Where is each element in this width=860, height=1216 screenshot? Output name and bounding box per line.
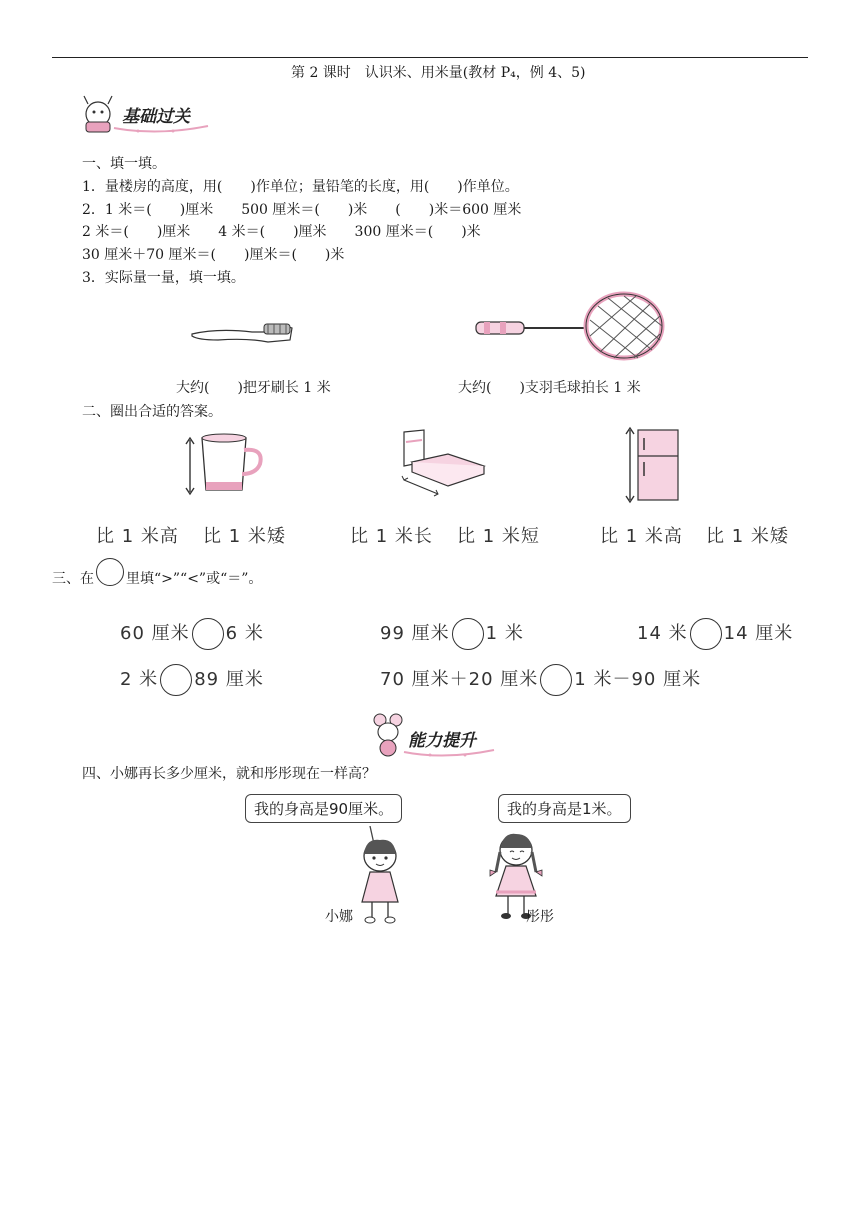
part1-q2-a: 2．1 米＝( )厘米 500 厘米＝( )米 ( )米＝600 厘米 (82, 202, 522, 218)
part1-q2-c: 30 厘米＋70 厘米＝( )厘米＝( )米 (82, 247, 345, 263)
compare-left: 99 厘米 (380, 623, 450, 644)
page-title: 第 2 课时 认识米、用米量(教材 P₄，例 4、5) (291, 65, 586, 81)
compare-item (120, 664, 264, 696)
compare-right: 6 米 (225, 623, 264, 644)
compare-circle-blank[interactable] (192, 618, 224, 650)
part3-heading-pre: 三、在 (52, 571, 94, 587)
part3-heading (52, 568, 262, 588)
cup-option-taller[interactable]: 比 1 米高 (96, 526, 179, 547)
part3-heading-post: 里填“>”“<”或“＝”。 (126, 571, 263, 587)
cup-image (180, 432, 270, 502)
bed-option-shorter[interactable]: 比 1 米短 (457, 526, 540, 547)
compare-item (380, 664, 701, 696)
compare-item (637, 618, 793, 650)
part1-q2-b: 2 米＝( )厘米 4 米＝( )厘米 300 厘米＝( )米 (82, 224, 481, 240)
part4-heading: 四、小娜再长多少厘米，就和彤彤现在一样高？ (82, 766, 376, 782)
fridge-image (622, 426, 684, 508)
xiaona-figure (348, 826, 418, 930)
compare-right: 89 厘米 (194, 669, 264, 690)
circle-blank-icon (96, 558, 124, 586)
compare-item (380, 618, 524, 650)
bed-option-longer[interactable]: 比 1 米长 (350, 526, 433, 547)
fridge-option-taller[interactable]: 比 1 米高 (600, 526, 683, 547)
compare-right: 14 厘米 (723, 623, 794, 644)
speech-bubble-xiaona: 我的身高是90厘米。 (245, 794, 402, 823)
part1-heading: 一、填一填。 (82, 156, 166, 172)
badge-advanced-label: 能力提升 (408, 731, 476, 751)
name-tongtong: 彤彤 (526, 909, 554, 925)
section-badge-advanced (370, 712, 500, 758)
compare-left: 60 厘米 (120, 623, 190, 644)
badminton-racket-image (474, 290, 670, 374)
caption-racket: 大约( )支羽毛球拍长 1 米 (458, 380, 641, 396)
compare-item (120, 618, 264, 650)
part2-heading: 二、圈出合适的答案。 (82, 404, 222, 420)
cup-option-shorter[interactable]: 比 1 米矮 (203, 526, 286, 547)
compare-circle-blank[interactable] (452, 618, 484, 650)
toothbrush-image (188, 318, 298, 352)
speech-bubble-tongtong: 我的身高是1米。 (498, 794, 631, 823)
compare-right: 1 米－90 厘米 (574, 669, 702, 690)
compare-circle-blank[interactable] (160, 664, 192, 696)
compare-left: 2 米 (120, 669, 159, 690)
compare-right: 1 米 (485, 623, 524, 644)
compare-left: 14 米 (637, 623, 688, 644)
header-rule (52, 57, 808, 58)
section-badge-basic (78, 92, 218, 136)
part1-q1: 1．量楼房的高度，用( )作单位；量铅笔的长度，用( )作单位。 (82, 179, 519, 195)
part1-q3: 3．实际量一量，填一填。 (82, 270, 245, 286)
name-xiaona: 小娜 (325, 909, 353, 925)
badge-basic-label: 基础过关 (122, 107, 190, 127)
compare-circle-blank[interactable] (690, 618, 722, 650)
caption-toothbrush: 大约( )把牙刷长 1 米 (176, 380, 331, 396)
bed-image (398, 428, 490, 504)
compare-circle-blank[interactable] (540, 664, 572, 696)
fridge-option-shorter[interactable]: 比 1 米矮 (706, 526, 789, 547)
compare-left: 70 厘米＋20 厘米 (380, 669, 539, 690)
